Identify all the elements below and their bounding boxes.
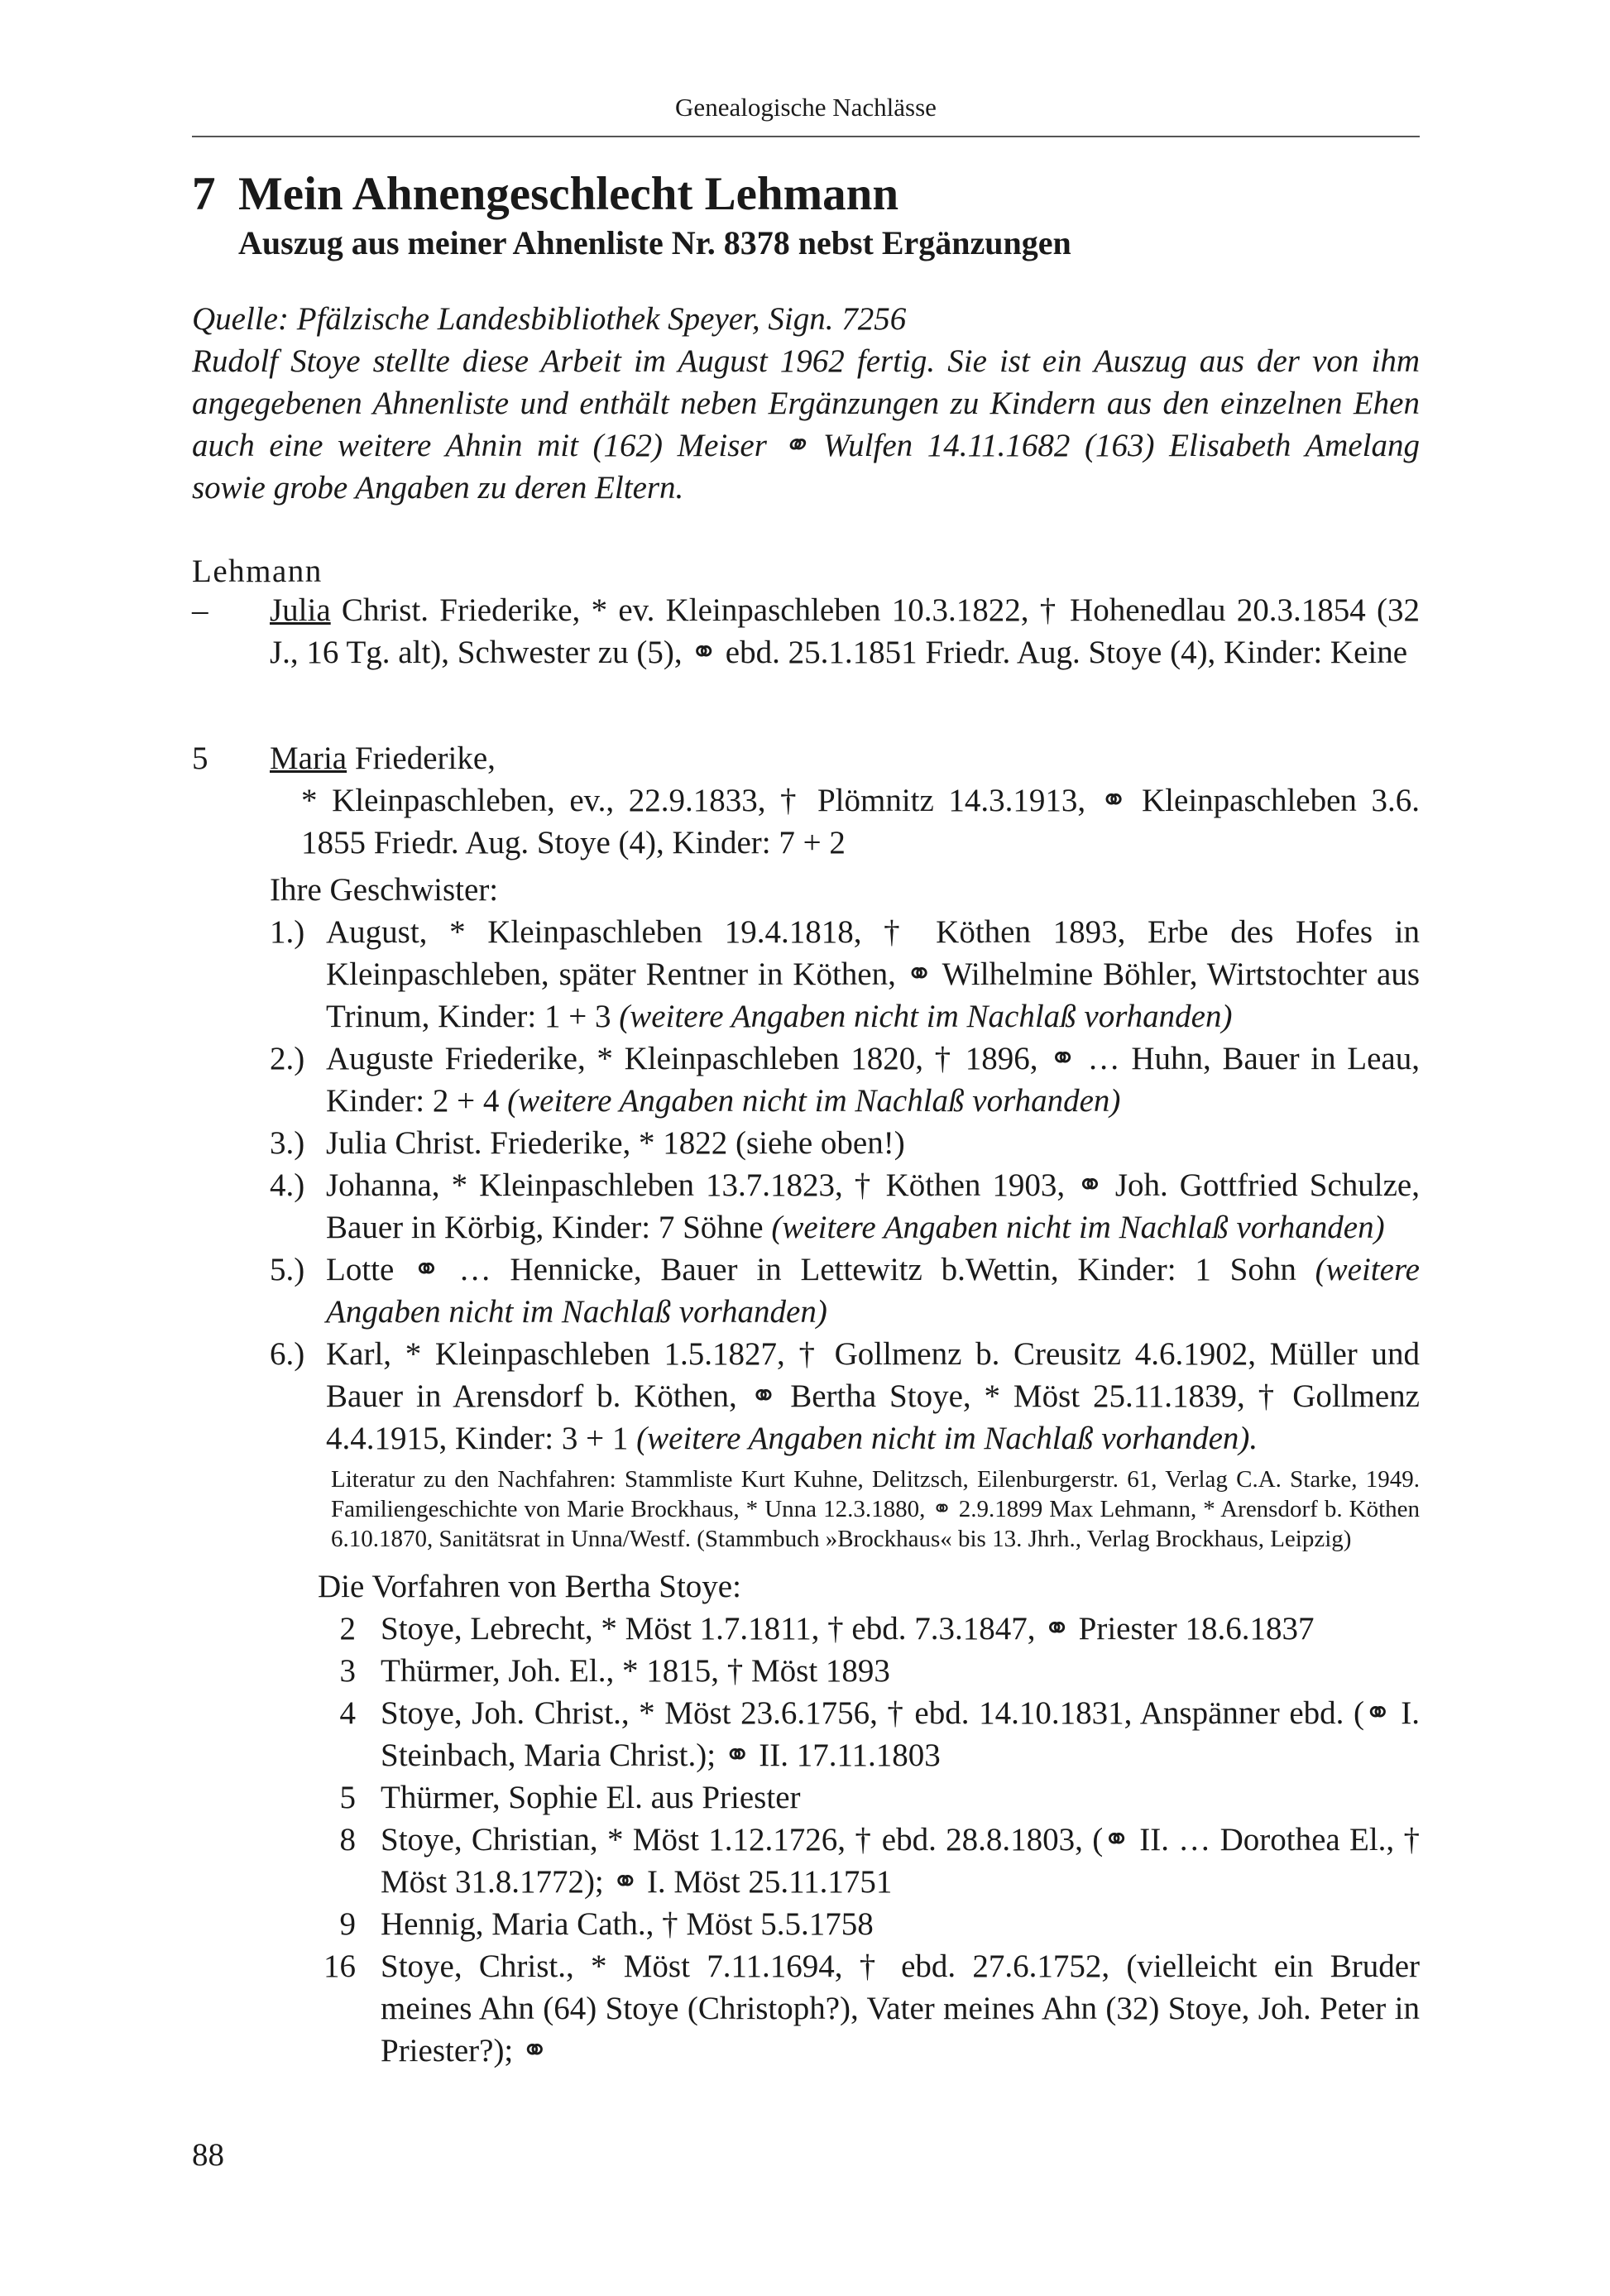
entry-name-rest: Friederike, [347, 741, 496, 776]
entry-maria [192, 737, 1420, 2072]
ancestor-number: 9 [339, 1906, 356, 1942]
sibling-item [270, 1038, 1420, 1122]
chapter-title-text: Mein Ahnengeschlecht Lehmann [238, 168, 899, 220]
sibling-text: Johanna, * Kleinpaschleben 13.7.1823, † Köthen 1903, ⚭ Joh. Gottfried Schulze, Bauer in Körbig, Kinder: 7 Söhne [326, 1167, 1420, 1245]
ancestor-item [318, 1692, 1420, 1776]
ancestor-number: 8 [339, 1822, 356, 1857]
sibling-text: Karl, * Kleinpaschleben 1.5.1827, † Gollmenz b. Creusitz 4.6.1902, Müller und Bauer in Arensdorf b. Köthen, ⚭ Bertha Stoye, * Möst 25.11.1839, † Gollmenz 4.4.1915, Kinder: 3 + 1 [326, 1336, 1420, 1456]
ancestor-number: 3 [339, 1653, 356, 1689]
ancestor-item [318, 1608, 1420, 1650]
entry-marker: 5 [192, 741, 208, 776]
sibling-item [270, 1122, 1420, 1164]
sibling-number: 4.) [270, 1167, 305, 1203]
sibling-note: (weitere Angaben nicht im Nachlaß vorhanden) [771, 1210, 1385, 1245]
sibling-note: (weitere Angaben nicht im Nachlaß vorhanden) [507, 1083, 1121, 1119]
ancestors-heading: Die Vorfahren von Bertha Stoye: [318, 1569, 741, 1604]
sibling-text: Auguste Friederike, * Kleinpaschleben 1820, † 1896, ⚭ … Huhn, Bauer in Leau, Kinder: 2 + 4 [326, 1041, 1420, 1119]
entry-given-name: Maria [270, 741, 347, 776]
sibling-note: (weitere Angaben nicht im Nachlaß vorhanden) [326, 1252, 1420, 1330]
ancestor-text: Stoye, Christian, * Möst 1.12.1726, † ebd. 28.8.1803, (⚭ II. … Dorothea El., † Möst 31.8.1772); ⚭ I. Möst 25.11.1751 [381, 1822, 1420, 1900]
sibling-note: (weitere Angaben nicht im Nachlaß vorhanden) [619, 999, 1233, 1034]
entry-given-name: Julia [270, 592, 331, 628]
entry-details: Christ. Friederike, * ev. Kleinpaschleben 10.3.1822, † Hohenedlau 20.3.1854 (32 J., 16 Tg. alt), Schwester zu (5), ⚭ ebd. 25.1.1851 Friedr. Aug. Stoye (4), Kinder: Keine [270, 592, 1420, 670]
siblings-list [192, 911, 1420, 1460]
siblings-heading: Ihre Geschwister: [270, 872, 499, 908]
running-head: Genealogische Nachlässe [675, 93, 937, 122]
sibling-number: 2.) [270, 1041, 305, 1076]
chapter-title [192, 167, 898, 221]
ancestor-item [318, 1776, 1420, 1819]
page-number: 88 [192, 2137, 224, 2173]
literature-note: Literatur zu den Nachfahren: Stammliste Kurt Kuhne, Delitzsch, Eilenburgerstr. 61, Verlag C.A. Starke, 1949. Familiengeschichte von Marie Brockhaus, * Unna 12.3.1880, ⚭ 2.9.1899 Max Lehmann, * Arensdorf b. Köthen 6.10.1870, Sanitätsrat in Unna/Westf. (Stammbuch »Brockhaus« bis 13. Jhrh., Verlag Brockhaus, Leipzig) [331, 1466, 1420, 1552]
intro-block [192, 298, 1420, 509]
ancestor-item [318, 1819, 1420, 1903]
chapter-number: 7 [192, 168, 216, 220]
entry-marker: – [192, 592, 208, 628]
sibling-item [270, 911, 1420, 1038]
ancestor-number: 16 [323, 1948, 356, 1984]
entry-text [270, 589, 1420, 673]
source-line: Quelle: Pfälzische Landesbibliothek Speyer, Sign. 7256 [192, 301, 907, 337]
header-rule [192, 136, 1420, 137]
ancestor-text: Stoye, Lebrecht, * Möst 1.7.1811, † ebd. 7.3.1847, ⚭ Priester 18.6.1837 [381, 1611, 1315, 1647]
intro-text: Rudolf Stoye stellte diese Arbeit im August 1962 fertig. Sie ist ein Auszug aus der von ihm angegebenen Ahnenliste und enthält neben Ergänzungen zu Kindern aus den einzelnen Ehen auch eine weitere Ahnin mit (162) Meiser ⚭ Wulfen 14.11.1682 (163) Elisabeth Amelang sowie grobe Angaben zu deren Eltern. [192, 343, 1420, 506]
entry-details: * Kleinpaschleben, ev., 22.9.1833, † Plömnitz 14.3.1913, ⚭ Kleinpaschleben 3.6. 1855 Friedr. Aug. Stoye (4), Kinder: 7 + 2 [301, 783, 1420, 860]
ancestor-text: Stoye, Christ., * Möst 7.11.1694, † ebd. 27.6.1752, (vielleicht ein Bruder meines Ahn (64) Stoye (Christoph?), Vater meines Ahn (32) Stoye, Joh. Peter in Priester?); ⚭ [381, 1948, 1420, 2068]
ancestor-item [318, 1903, 1420, 1945]
sibling-note: (weitere Angaben nicht im Nachlaß vorhanden). [636, 1421, 1258, 1456]
entry-julia [192, 589, 1420, 673]
ancestor-text: Thürmer, Joh. El., * 1815, † Möst 1893 [381, 1653, 890, 1689]
sibling-number: 1.) [270, 914, 305, 950]
ancestor-number: 2 [339, 1611, 356, 1647]
ancestor-text: Hennig, Maria Cath., † Möst 5.5.1758 [381, 1906, 874, 1942]
ancestor-text: Thürmer, Sophie El. aus Priester [381, 1780, 801, 1815]
family-name-heading: Lehmann [192, 554, 323, 589]
ancestor-item [318, 1945, 1420, 2072]
sibling-item [270, 1333, 1420, 1460]
ancestor-number: 5 [339, 1780, 356, 1815]
sibling-text: Julia Christ. Friederike, * 1822 (siehe oben!) [326, 1125, 905, 1161]
ancestor-text: Stoye, Joh. Christ., * Möst 23.6.1756, † ebd. 14.10.1831, Anspänner ebd. (⚭ I. Steinbach, Maria Christ.); ⚭ II. 17.11.1803 [381, 1695, 1420, 1773]
ancestor-item [318, 1650, 1420, 1692]
sibling-number: 6.) [270, 1336, 305, 1372]
entry-name-line [270, 737, 1420, 779]
sibling-text: Lotte ⚭ … Hennicke, Bauer in Lettewitz b.Wettin, Kinder: 1 Sohn [326, 1252, 1315, 1287]
sibling-item [270, 1249, 1420, 1333]
ancestor-number: 4 [339, 1695, 356, 1731]
sibling-number: 5.) [270, 1252, 305, 1287]
sibling-item [270, 1164, 1420, 1249]
chapter-subtitle: Auszug aus meiner Ahnenliste Nr. 8378 nebst Ergänzungen [238, 224, 1071, 261]
sibling-number: 3.) [270, 1125, 305, 1161]
sibling-text: August, * Kleinpaschleben 19.4.1818, † Köthen 1893, Erbe des Hofes in Kleinpaschleben, später Rentner in Köthen, ⚭ Wilhelmine Böhler, Wirtstochter aus Trinum, Kinder: 1 + 3 [326, 914, 1420, 1034]
ancestors-list [192, 1608, 1420, 2072]
